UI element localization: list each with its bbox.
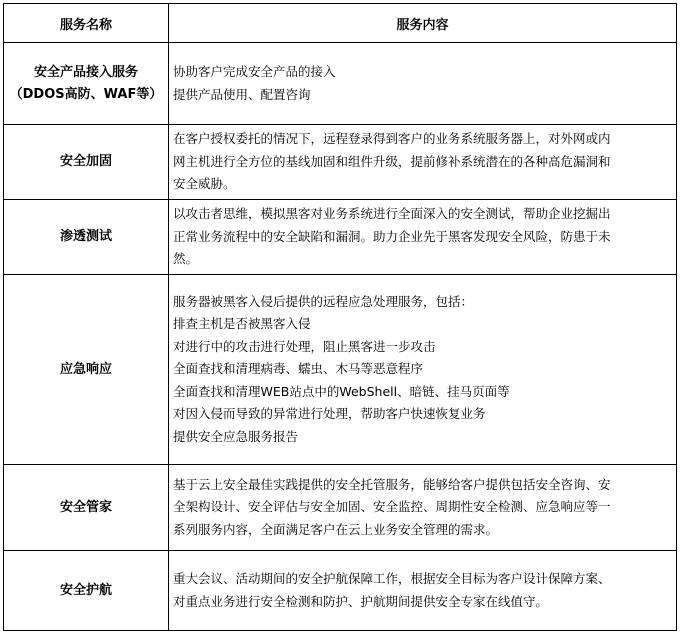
content-line: 全面查找和清理病毒、蠕虫、木马等恶意程序 bbox=[173, 361, 424, 377]
service-name: 安全产品接入服务 bbox=[33, 64, 138, 80]
service-name-cell bbox=[4, 551, 169, 631]
table-row bbox=[4, 200, 677, 275]
service-name: 应急响应 bbox=[59, 361, 112, 377]
content-line: 对进行中的攻击进行处理，阻止黑客进一步攻击 bbox=[173, 338, 436, 354]
service-name: 渗透测试 bbox=[59, 229, 112, 244]
content-line: 基于云上安全最佳实践提供的安全托管服务，能够给客户提供包括安全咨询、安 bbox=[173, 476, 611, 492]
content-line: 排查主机是否被黑客入侵 bbox=[173, 316, 311, 332]
content-line: 对重点业务进行安全检测和防护、护航期间提供安全专家在线值守。 bbox=[173, 593, 549, 609]
services-table bbox=[3, 3, 677, 631]
service-name-subtitle: （DDOS高防、WAF等） bbox=[9, 86, 163, 102]
content-line: 协助客户完成安全产品的接入 bbox=[173, 64, 336, 79]
table-row bbox=[4, 551, 677, 631]
content-line: 对因入侵而导致的异常进行处理，帮助客户快速恢复业务 bbox=[173, 406, 486, 422]
table-row bbox=[4, 125, 677, 200]
content-line: 安全威胁。 bbox=[173, 176, 236, 192]
service-name-cell bbox=[4, 125, 169, 200]
header-service-content: 服务内容 bbox=[169, 4, 677, 43]
header-service-name: 服务名称 bbox=[4, 4, 169, 43]
content-line: 提供产品使用、配置咨询 bbox=[173, 86, 311, 102]
service-name-cell bbox=[4, 465, 169, 551]
content-line: 全面查找和清理WEB站点中的WebShell、暗链、挂马页面等 bbox=[173, 383, 510, 399]
service-name: 安全护航 bbox=[59, 582, 112, 598]
header-row bbox=[4, 4, 677, 43]
service-name-cell bbox=[4, 275, 169, 465]
content-line: 全架构设计、安全评估与安全加固、安全监控、周期性安全检测、应急响应等一 bbox=[173, 499, 611, 515]
table-row bbox=[4, 275, 677, 465]
content-line: 提供安全应急服务报告 bbox=[173, 428, 299, 444]
service-content-cell bbox=[169, 465, 677, 551]
content-line: 网主机进行全方位的基线加固和组件升级，提前修补系统潜在的各种高危漏洞和 bbox=[173, 153, 611, 169]
service-content-cell bbox=[169, 125, 677, 200]
content-line: 在客户授权委托的情况下，远程登录得到客户的业务系统服务器上，对外网或内 bbox=[173, 131, 611, 147]
service-content-cell bbox=[169, 43, 677, 125]
service-content-cell bbox=[169, 275, 677, 465]
content-line: 以攻击者思维，模拟黑客对业务系统进行全面深入的安全测试，帮助企业挖掘出 bbox=[173, 206, 611, 222]
service-content-cell bbox=[169, 200, 677, 275]
content-line: 重大会议、活动期间的安全护航保障工作，根据安全目标为客户设计保障方案、 bbox=[173, 571, 611, 586]
content-line: 系列服务内容，全面满足客户在云上业务安全管理的需求。 bbox=[173, 521, 499, 537]
service-name: 安全管家 bbox=[59, 499, 112, 515]
service-name-cell bbox=[4, 43, 169, 125]
content-line: 然。 bbox=[173, 251, 199, 267]
table-row bbox=[4, 43, 677, 125]
table-row bbox=[4, 465, 677, 551]
service-name-cell bbox=[4, 200, 169, 275]
content-line: 正常业务流程中的安全缺陷和漏洞。助力企业先于黑客发现安全风险，防患于未 bbox=[173, 228, 611, 244]
service-content-cell bbox=[169, 551, 677, 631]
service-name: 安全加固 bbox=[59, 154, 112, 169]
content-line: 服务器被黑客入侵后提供的远程应急处理服务，包括： bbox=[173, 293, 474, 309]
